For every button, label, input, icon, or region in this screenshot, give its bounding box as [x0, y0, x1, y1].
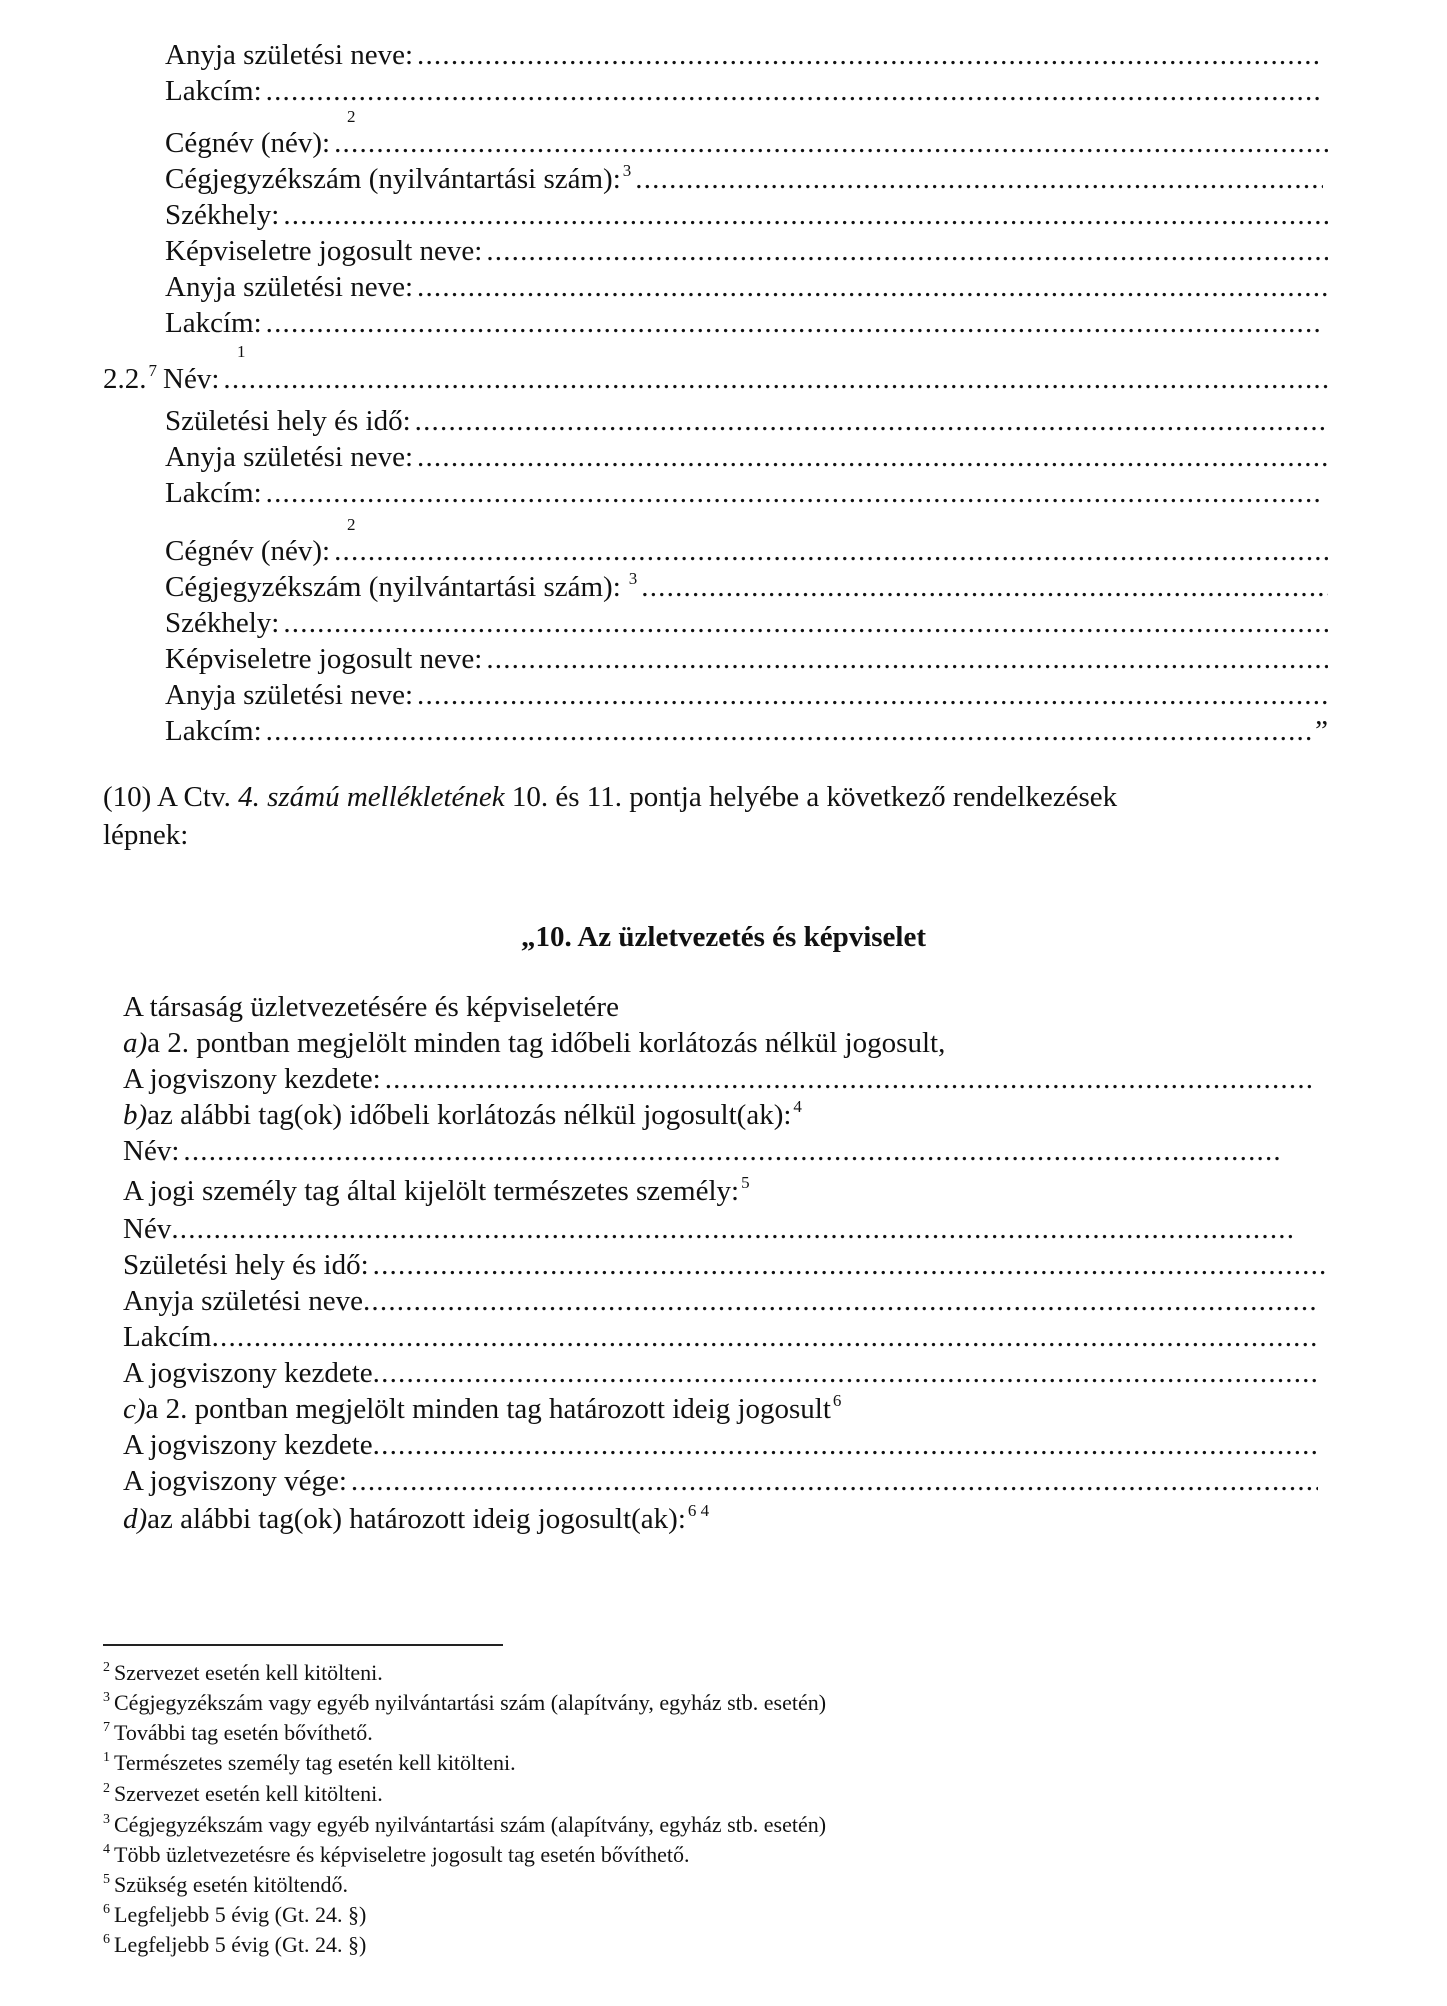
text-line: b) az alábbi tag(ok) időbeli korlátozás nélkül jogosult(ak): $^4$ [123, 1097, 802, 1131]
field-label: Lakcím: [165, 477, 262, 509]
footnote-text: Több üzletvezetésre és képviseletre jogosult tag esetén bővíthető. [114, 1842, 690, 1867]
footnote-number: 5 [103, 1872, 110, 1887]
form-line [165, 642, 1328, 676]
text-line: d) az alábbi tag(ok) határozott ideig jogosult(ak): $^{6 4}$ [123, 1501, 710, 1535]
dotted-leader [283, 198, 1328, 232]
field-label: Anyja születési neve: [165, 39, 414, 71]
form-line [165, 678, 1328, 712]
field-label: Anyja születési neve [123, 1285, 363, 1317]
item-text: a 2. pontban megjelölt minden tag időbeli korlátozás nélkül jogosult, [147, 1027, 946, 1059]
dotted-leader [417, 270, 1328, 304]
dotted-leader [373, 1356, 1318, 1390]
field-label: Név: [163, 363, 220, 395]
dotted-leader [171, 1212, 1293, 1246]
dotted-leader [417, 440, 1328, 474]
form-line [123, 1134, 1283, 1168]
footnote-text: Szükség esetén kitöltendő. [114, 1872, 349, 1897]
field-label: Születési hely és idő: [123, 1249, 369, 1281]
footnote-number: 6 [103, 1902, 110, 1917]
dotted-leader [266, 714, 1315, 748]
footnote [103, 1902, 366, 1928]
field-label: Lakcím: [165, 307, 262, 339]
item-letter: a) [123, 1027, 148, 1059]
footnote-text: Legfeljebb 5 évig (Gt. 24. §) [114, 1932, 367, 1957]
form-line [123, 1284, 1318, 1318]
footnote-number: 2 [103, 1781, 110, 1796]
footnote [103, 1932, 366, 1958]
closing-quote: ” [1315, 715, 1328, 747]
footnote-number: 2 [103, 1660, 110, 1675]
dotted-leader [223, 362, 1328, 396]
footnote [103, 1842, 689, 1868]
item-text: az alábbi tag(ok) határozott ideig jogosult(ak): [147, 1503, 686, 1535]
text-line: c) a 2. pontban megjelölt minden tag határozott ideig jogosult $^6$ [123, 1391, 842, 1425]
form-line [165, 126, 1328, 160]
dotted-leader [415, 404, 1328, 438]
text-line [123, 990, 1323, 1024]
footnote-number: 3 [103, 1812, 110, 1827]
item-letter: d) [123, 1503, 148, 1535]
field-label: Képviseletre jogosult neve: [165, 643, 483, 675]
form-line [165, 534, 1328, 568]
para-text: 10. és 11. pontja helyébe a következő rendelkezések [504, 781, 1118, 813]
footnote [103, 1781, 383, 1807]
footnote-text: Cégjegyzékszám vagy egyéb nyilvántartási szám (alapítvány, egyház stb. esetén) [114, 1690, 827, 1715]
section-heading: „10. Az üzletvezetés és képviselet [520, 921, 927, 953]
field-label: Anyja születési neve: [165, 679, 414, 711]
item-text: az alábbi tag(ok) időbeli korlátozás nélkül jogosult(ak): [147, 1099, 792, 1131]
footnote [103, 1720, 373, 1746]
dotted-leader [373, 1248, 1328, 1282]
form-line [123, 1464, 1318, 1498]
dotted-leader [373, 1428, 1318, 1462]
field-label: Név [123, 1213, 172, 1245]
dotted-leader [385, 1062, 1313, 1096]
text-line: A jogi személy tag által kijelölt természetes személy: $^5$ [123, 1173, 750, 1207]
form-line [165, 440, 1328, 474]
dotted-leader [641, 570, 1328, 604]
footnote-text: Szervezet esetén kell kitölteni. [114, 1781, 383, 1806]
field-label: Cégnév (név): [165, 535, 331, 567]
footnote-ref: 1 [237, 342, 246, 361]
field-label: Anyja születési neve: [165, 271, 414, 303]
para-italic: 4. számú mellékletének [238, 781, 505, 813]
footnote-number: 7 [103, 1720, 110, 1735]
item-letter: c) [123, 1393, 146, 1425]
footnote-text: Legfeljebb 5 évig (Gt. 24. §) [114, 1902, 367, 1927]
form-line [123, 1320, 1318, 1354]
footnote [103, 1872, 348, 1898]
dotted-leader [417, 38, 1323, 72]
footnote-number: 4 [103, 1842, 110, 1857]
item-number: 2.2. [103, 363, 147, 395]
footnote [103, 1690, 826, 1716]
footnote-number: 1 [103, 1750, 110, 1765]
dotted-leader [635, 162, 1323, 196]
dotted-leader [363, 1284, 1318, 1318]
footnote [103, 1660, 383, 1686]
para-text: lépnek: [103, 819, 189, 851]
dotted-leader [334, 126, 1328, 160]
paragraph-10 [103, 778, 1343, 854]
form-line [165, 714, 1328, 748]
field-label: Székhely: [165, 199, 280, 231]
form-line-2-2: 2.2. $^7$ Név: ..... [103, 362, 1328, 396]
field-label: A jogviszony kezdete [123, 1429, 373, 1461]
footnote-text: További tag esetén bővíthető. [114, 1720, 373, 1745]
item-text: A jogi személy tag által kijelölt természetes személy: [123, 1175, 740, 1207]
field-label: A jogviszony kezdete [123, 1357, 373, 1389]
form-line: Cégjegyzékszám (nyilvántartási szám): $^3$ ..... [165, 162, 1323, 196]
intro-text: A társaság üzletvezetésére és képviseletére [123, 991, 619, 1023]
dotted-leader [266, 306, 1323, 340]
dotted-leader [417, 678, 1328, 712]
form-line [165, 74, 1323, 108]
field-label: Lakcím: [165, 715, 262, 747]
footnote-ref: 2 [347, 107, 356, 126]
form-line [165, 606, 1328, 640]
footnote-number: 6 [103, 1932, 110, 1947]
form-line [123, 1428, 1318, 1462]
footnote [103, 1750, 516, 1776]
item-text: a 2. pontban megjelölt minden tag határozott ideig jogosult [145, 1393, 831, 1425]
form-line [123, 1062, 1313, 1096]
form-line [165, 404, 1328, 438]
dotted-leader [266, 74, 1323, 108]
footnote-ref: 2 [347, 515, 356, 534]
field-label: Képviseletre jogosult neve: [165, 235, 483, 267]
form-line [123, 1356, 1318, 1390]
field-label: Név: [123, 1135, 180, 1167]
field-label: Lakcím: [165, 75, 262, 107]
field-label: Lakcím [123, 1321, 212, 1353]
footnote-number: 3 [103, 1690, 110, 1705]
footnote-text: Szervezet esetén kell kitölteni. [114, 1660, 383, 1685]
field-label: A jogviszony kezdete: [123, 1063, 381, 1095]
field-label: Születési hely és idő: [165, 405, 411, 437]
form-line [165, 38, 1323, 72]
footnote-text: Természetes személy tag esetén kell kitölteni. [114, 1750, 516, 1775]
dotted-leader [486, 642, 1328, 676]
form-line [165, 198, 1328, 232]
form-line [165, 270, 1328, 304]
form-line: Cégjegyzékszám (nyilvántartási szám): $^3$ ..... [165, 570, 1328, 604]
para-text: (10) A Ctv. [103, 781, 239, 813]
field-label: A jogviszony vége: [123, 1465, 347, 1497]
form-line [123, 1212, 1293, 1246]
item-letter: b) [123, 1099, 148, 1131]
dotted-leader [334, 534, 1328, 568]
field-label: Cégjegyzékszám (nyilvántartási szám): [165, 163, 621, 195]
field-label: Anyja születési neve: [165, 441, 414, 473]
dotted-leader [266, 476, 1323, 510]
footnote [103, 1812, 826, 1838]
dotted-leader [486, 234, 1328, 268]
form-line [123, 1248, 1328, 1282]
dotted-leader [183, 1134, 1283, 1168]
footnote-text: Cégjegyzékszám vagy egyéb nyilvántartási szám (alapítvány, egyház stb. esetén) [114, 1812, 827, 1837]
footnote-separator [103, 1644, 503, 1646]
dotted-leader [351, 1464, 1318, 1498]
text-line [123, 1026, 1323, 1060]
field-label: Székhely: [165, 607, 280, 639]
field-label: Cégjegyzékszám (nyilvántartási szám): [165, 571, 621, 603]
dotted-leader [283, 606, 1328, 640]
form-line [165, 476, 1323, 510]
form-line [165, 234, 1328, 268]
form-line [165, 306, 1323, 340]
field-label: Cégnév (név): [165, 127, 331, 159]
dotted-leader [212, 1320, 1318, 1354]
